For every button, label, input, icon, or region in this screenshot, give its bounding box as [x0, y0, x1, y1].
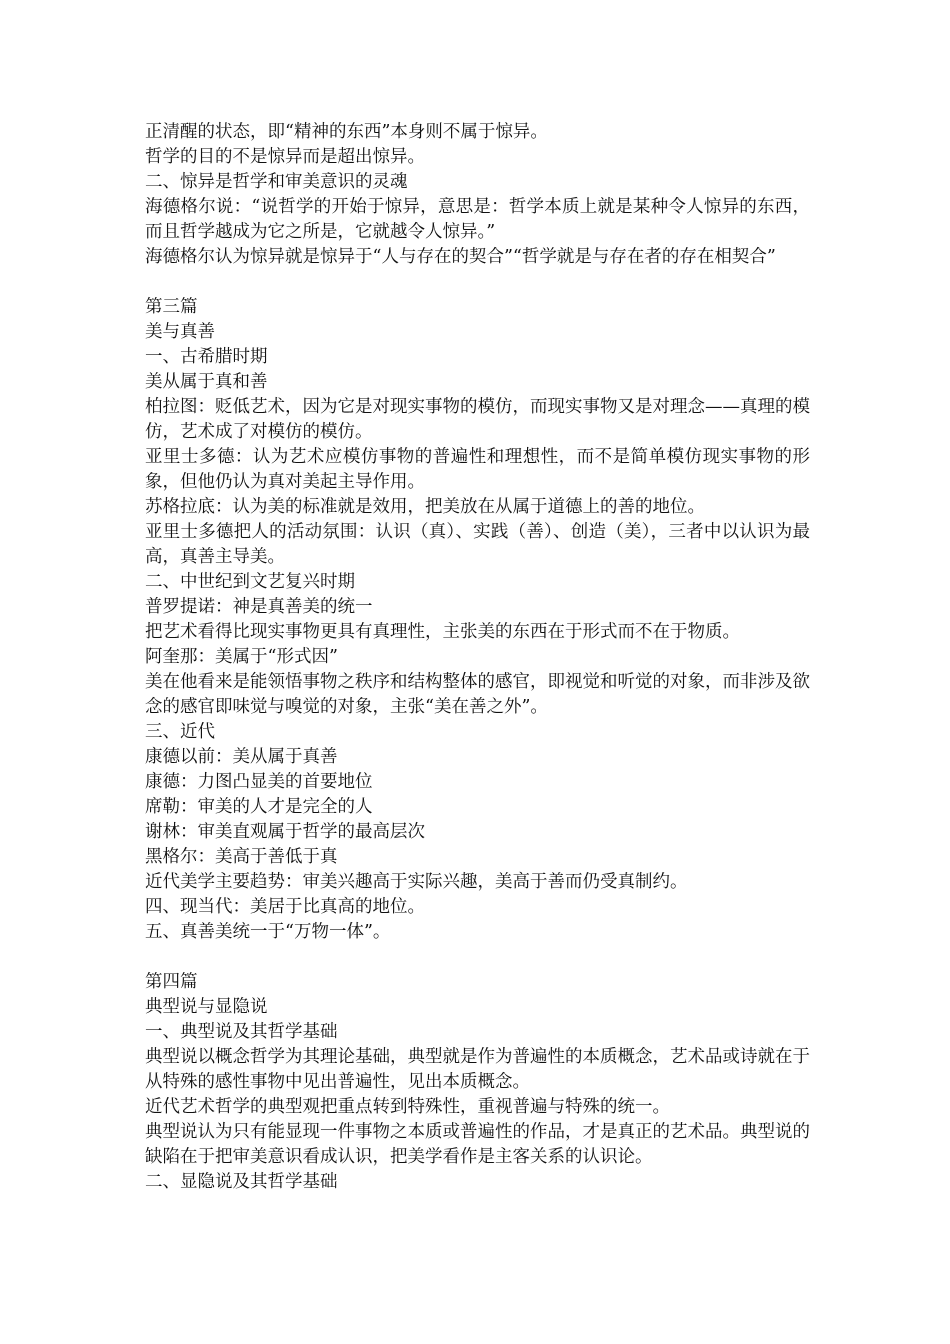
- paragraph: 海德格尔认为惊异就是惊异于“人与存在的契合”“哲学就是与存在者的存在相契合”: [145, 247, 776, 267]
- chapter-number: 第四篇: [145, 972, 198, 992]
- blank-line: [145, 270, 810, 295]
- paragraph: 亚里士多德：认为艺术应模仿事物的普遍性和理想性，而不是简单模仿现实事物的形象，但他仍认为真对美起主导作用。: [145, 447, 810, 492]
- text-line: 康德以前：美从属于真善: [145, 747, 338, 767]
- text-line: 哲学的目的不是惊异而是超出惊异。: [145, 147, 425, 167]
- text-line: 谢林：审美直观属于哲学的最高层次: [145, 822, 425, 842]
- paragraph: 海德格尔说：“说哲学的开始于惊异，意思是：哲学本质上就是某种令人惊异的东西，而且哲学越成为它之所是，它就越令人惊异。”: [145, 197, 810, 242]
- section-heading: 二、惊异是哲学和审美意识的灵魂: [145, 172, 408, 192]
- chapter-title: 典型说与显隐说: [145, 997, 268, 1017]
- text-line: 美从属于真和善: [145, 372, 268, 392]
- paragraph: 把艺术看得比现实事物更具有真理性，主张美的东西在于形式而不在于物质。: [145, 622, 740, 642]
- section-heading: 三、近代: [145, 722, 215, 742]
- text-line: 康德：力图凸显美的首要地位: [145, 772, 373, 792]
- paragraph: 亚里士多德把人的活动氛围：认识（真）、实践（善）、创造（美），三者中以认识为最高，真善主导美。: [145, 522, 810, 567]
- section-heading: 二、中世纪到文艺复兴时期: [145, 572, 355, 592]
- text-line: 阿奎那：美属于“形式因”: [145, 647, 338, 667]
- paragraph: 典型说认为只有能显现一件事物之本质或普遍性的作品，才是真正的艺术品。典型说的缺陷在于把审美意识看成认识，把美学看作是主客关系的认识论。: [145, 1122, 810, 1167]
- document-body: [145, 120, 810, 1195]
- chapter-title: 美与真善: [145, 322, 215, 342]
- section-heading: 五、真善美统一于“万物一体”。: [145, 922, 391, 942]
- text-line: 普罗提诺：神是真善美的统一: [145, 597, 373, 617]
- section-heading: 四、现当代：美居于比真高的地位。: [145, 897, 425, 917]
- paragraph: 典型说以概念哲学为其理论基础，典型就是作为普遍性的本质概念，艺术品或诗就在于从特殊的感性事物中见出普遍性，见出本质概念。: [145, 1047, 810, 1092]
- paragraph: 美在他看来是能领悟事物之秩序和结构整体的感官，即视觉和听觉的对象，而非涉及欲念的感官即味觉与嗅觉的对象，主张“美在善之外”。: [145, 672, 810, 717]
- paragraph: 苏格拉底：认为美的标准就是效用，把美放在从属于道德上的善的地位。: [145, 497, 705, 517]
- blank-line: [145, 945, 810, 970]
- text-line: 正清醒的状态，即“精神的东西”本身则不属于惊异。: [145, 122, 548, 142]
- text-line: 席勒：审美的人才是完全的人: [145, 797, 373, 817]
- text-line: 黑格尔：美高于善低于真: [145, 847, 338, 867]
- paragraph: 近代美学主要趋势：审美兴趣高于实际兴趣，美高于善而仍受真制约。: [145, 872, 688, 892]
- paragraph: 柏拉图：贬低艺术，因为它是对现实事物的模仿，而现实事物又是对理念——真理的模仿，艺术成了对模仿的模仿。: [145, 397, 810, 442]
- section-heading: 一、古希腊时期: [145, 347, 268, 367]
- paragraph: 近代艺术哲学的典型观把重点转到特殊性，重视普遍与特殊的统一。: [145, 1097, 670, 1117]
- section-heading: 一、典型说及其哲学基础: [145, 1022, 338, 1042]
- section-heading: 二、显隐说及其哲学基础: [145, 1172, 338, 1192]
- chapter-number: 第三篇: [145, 297, 198, 317]
